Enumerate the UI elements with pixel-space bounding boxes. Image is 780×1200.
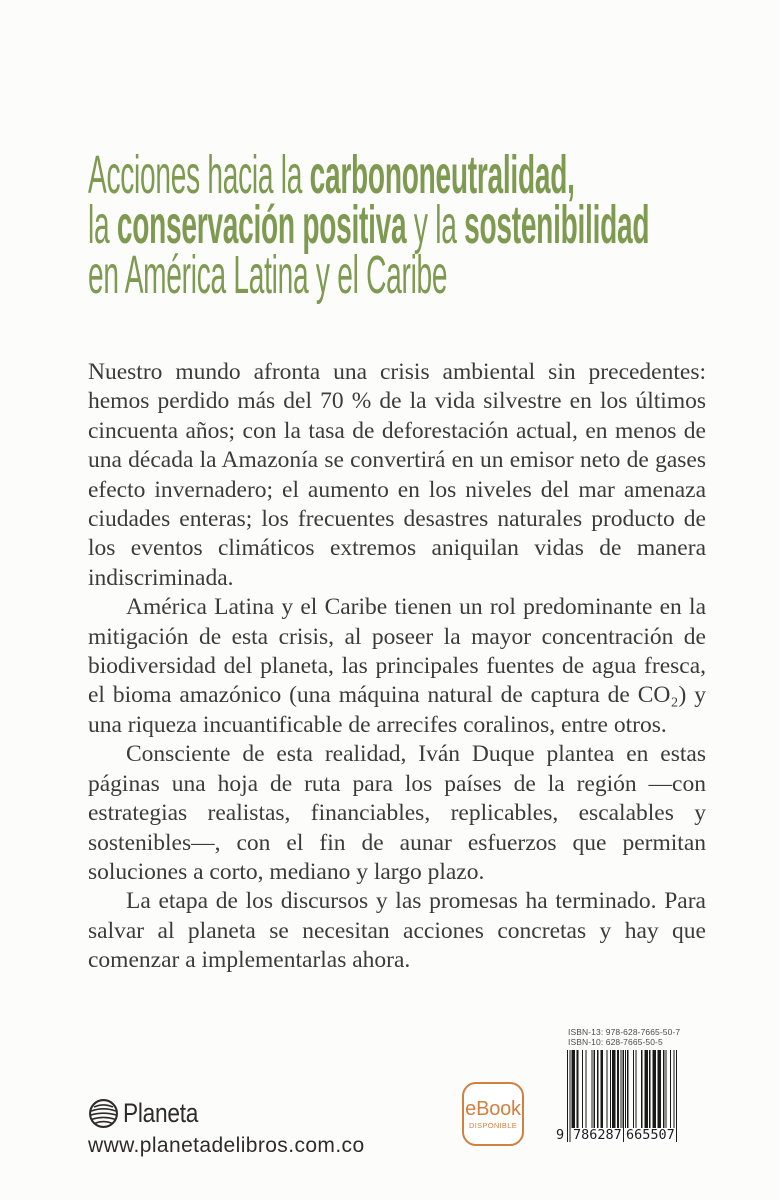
tagline-segment: sostenibilidad — [464, 195, 650, 255]
tagline-segment: en América Latina y el Caribe — [88, 245, 448, 305]
ebook-badge-subtitle: DISPONIBLE — [468, 1120, 517, 1130]
tagline-segment: y la — [406, 195, 465, 255]
tagline-line — [88, 195, 650, 255]
tagline-line — [88, 145, 649, 205]
tagline-segment: Acciones hacia la — [88, 145, 310, 205]
barcode-image — [556, 1050, 722, 1142]
barcode-digits-right: 665507 — [626, 1127, 675, 1143]
publisher-name: Planeta — [123, 1098, 199, 1128]
synopsis-paragraph: Nuestro mundo afronta una crisis ambiental sin precedentes: hemos perdido más del 70 % de la vida silvestre en los últimos cincuenta años; con la tasa de deforestación actual, en menos de una década la Amazonía se convertirá en un emisor neto de gases efecto invernadero; el aumento en los niveles del mar amenaza ciudades enteras; los frecuentes desastres naturales producto de los eventos climáticos extremos aniquilan vidas de manera indiscriminada. — [88, 359, 706, 591]
publisher-block — [88, 1098, 365, 1158]
synopsis-text — [88, 358, 706, 976]
isbn13-label: ISBN-13: 978-628-7665-50-7 — [568, 1027, 681, 1037]
tagline-segment: carbononeutralidad, — [309, 145, 575, 205]
ebook-badge-title: eBook — [465, 1097, 521, 1120]
tagline-segment: la — [88, 195, 117, 255]
planeta-globe-icon — [88, 1098, 119, 1129]
tagline-segment: conservación positiva — [116, 195, 407, 255]
synopsis-paragraph: Consciente de esta realidad, Iván Duque plantea en estas páginas una hoja de ruta para los países de la región —con estrategias realistas, financiables, replicables, escalables y sostenibles—, con el fin de aunar esfuerzos que permitan soluciones a corto, mediano y largo plazo. — [88, 741, 706, 885]
barcode-digits-left: 786287 — [573, 1127, 622, 1143]
cover-tagline — [88, 145, 780, 305]
synopsis-paragraph: América Latina y el Caribe tienen un rol predominante en la mitigación de esta crisis, al poseer la mayor concentración de biodiversidad del planeta, las principales fuentes de agua fresca, el bioma amazónico (una máquina natural de captura de CO₂) y una riqueza incuantificable de arrecifes coralinos, entre otros. — [88, 594, 706, 738]
publisher-logo-row — [88, 1098, 365, 1129]
ebook-badge — [462, 1082, 524, 1146]
synopsis-paragraph: La etapa de los discursos y las promesas ha terminado. Para salvar al planeta se necesitan acciones concretas y hay que comenzar a implementarlas ahora. — [88, 888, 706, 974]
barcode-digit-first: 9 — [556, 1127, 565, 1143]
publisher-website: www.planetadelibros.com.co — [88, 1134, 365, 1157]
tagline-line — [88, 245, 649, 305]
isbn10-label: ISBN-10: 628-7665-50-5 — [568, 1037, 663, 1047]
barcode-block — [556, 1027, 722, 1142]
